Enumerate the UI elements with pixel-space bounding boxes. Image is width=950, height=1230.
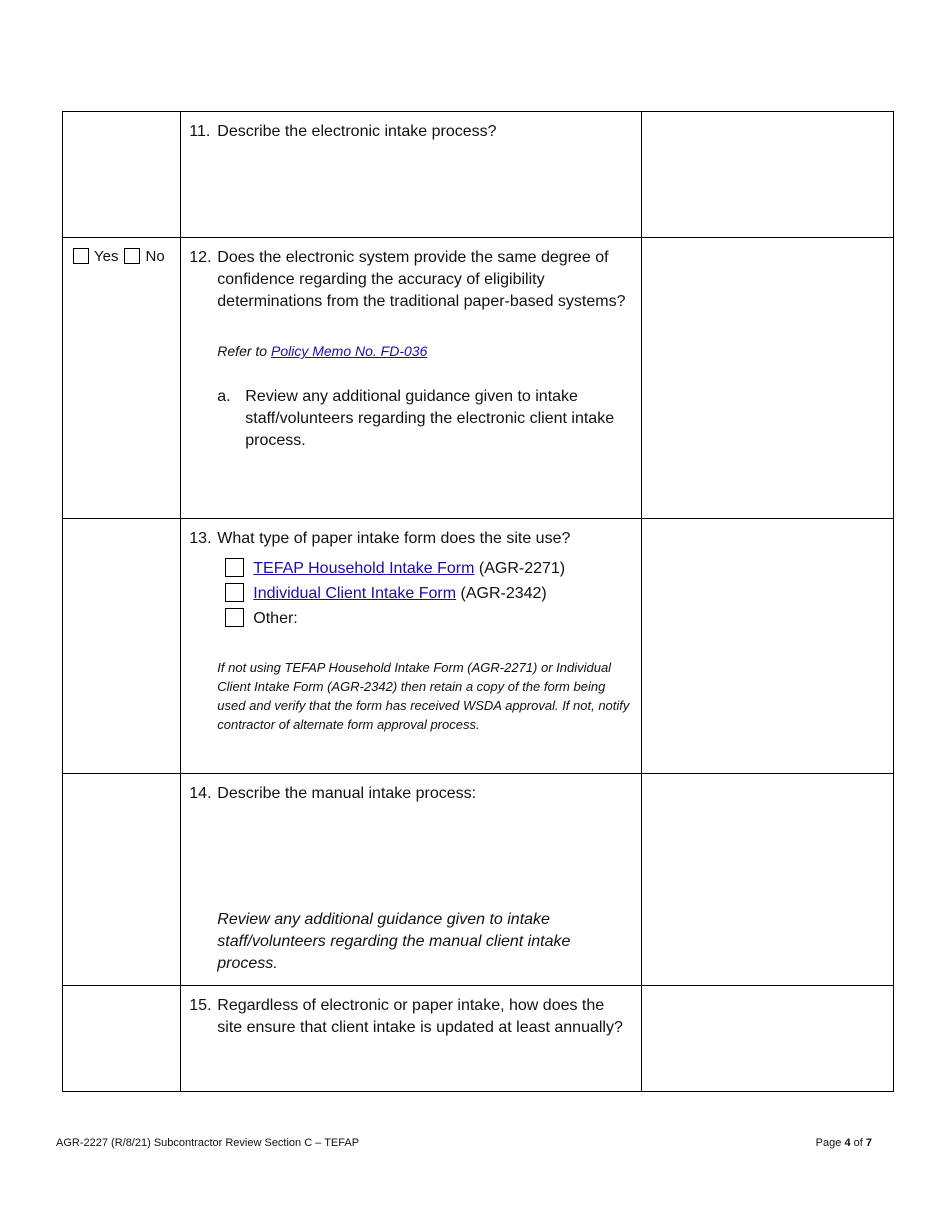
table-row-q13 — [63, 519, 894, 774]
answer-cell — [63, 986, 181, 1092]
individual-client-form-link[interactable]: Individual Client Intake Form — [253, 585, 457, 602]
sub-text: Review any additional guidance given to intake staff/volunteers regarding the electronic client intake process. — [245, 388, 615, 449]
question-cell — [181, 519, 642, 774]
answer-cell — [63, 519, 181, 774]
table-row-q11 — [63, 112, 894, 238]
comment-cell[interactable] — [642, 112, 894, 238]
sub-question-a — [217, 386, 633, 452]
question-number: 14. — [189, 785, 212, 802]
option-other — [225, 606, 633, 631]
answer-cell — [63, 112, 181, 238]
answer-cell — [63, 238, 181, 519]
page-current: 4 — [844, 1137, 851, 1149]
page-number — [816, 1137, 872, 1149]
comment-cell[interactable] — [642, 986, 894, 1092]
question-cell — [181, 112, 642, 238]
tefap-household-form-link[interactable]: TEFAP Household Intake Form — [253, 560, 475, 577]
question-text: Describe the electronic intake process? — [217, 123, 497, 140]
table-row-q12 — [63, 238, 894, 519]
question-text: Describe the manual intake process: — [217, 785, 477, 802]
refer-note — [217, 342, 633, 361]
option-checkbox[interactable] — [225, 558, 244, 577]
question-cell — [181, 986, 642, 1092]
table-row-q15 — [63, 986, 894, 1092]
sub-letter: a. — [217, 388, 231, 405]
refer-prefix: Refer to — [217, 343, 268, 359]
question-number: 15. — [189, 997, 212, 1014]
option-tefap-household — [225, 556, 633, 581]
no-checkbox[interactable] — [124, 248, 140, 264]
footer-form-id: AGR-2227 (R/8/21) Subcontractor Review Section C – TEFAP — [56, 1137, 360, 1149]
answer-cell — [63, 774, 181, 986]
question-number: 13. — [189, 530, 212, 547]
table-row-q14 — [63, 774, 894, 986]
question-cell — [181, 238, 642, 519]
option-checkbox[interactable] — [225, 583, 244, 602]
page-word: Page — [815, 1137, 842, 1149]
question-cell — [181, 774, 642, 986]
yes-no-choice — [63, 238, 180, 265]
option-individual-client — [225, 581, 633, 606]
yes-label: Yes — [94, 248, 119, 265]
form-code: (AGR-2342) — [460, 585, 547, 602]
other-label: Other: — [253, 610, 298, 627]
form-note: If not using TEFAP Household Intake Form (AGR-2271) or Individual Client Intake Form (AGR-2342) then retain a copy of the form being used and verify that the form has received WSDA approval. If not, notify contractor of alternate form approval process. — [217, 660, 630, 732]
question-number: 12. — [189, 249, 212, 266]
comment-cell[interactable] — [642, 519, 894, 774]
question-text: What type of paper intake form does the site use? — [217, 530, 571, 547]
question-text: Does the electronic system provide the same degree of confidence regarding the accuracy of eligibility determinations from the traditional paper-based systems? — [217, 249, 626, 310]
review-table — [62, 111, 894, 1092]
comment-cell[interactable] — [642, 774, 894, 986]
question-text: Regardless of electronic or paper intake, how does the site ensure that client intake is updated at least annually? — [217, 997, 623, 1036]
option-checkbox[interactable] — [225, 608, 244, 627]
page-total: 7 — [865, 1137, 872, 1149]
yes-checkbox[interactable] — [73, 248, 89, 264]
manual-intake-note: Review any additional guidance given to intake staff/volunteers regarding the manual client intake process. — [217, 911, 571, 972]
no-label: No — [145, 248, 165, 265]
comment-cell[interactable] — [642, 238, 894, 519]
of-word: of — [853, 1137, 863, 1149]
question-number: 11. — [189, 123, 211, 140]
policy-memo-link[interactable]: Policy Memo No. FD-036 — [270, 343, 428, 359]
form-code: (AGR-2271) — [478, 560, 566, 577]
